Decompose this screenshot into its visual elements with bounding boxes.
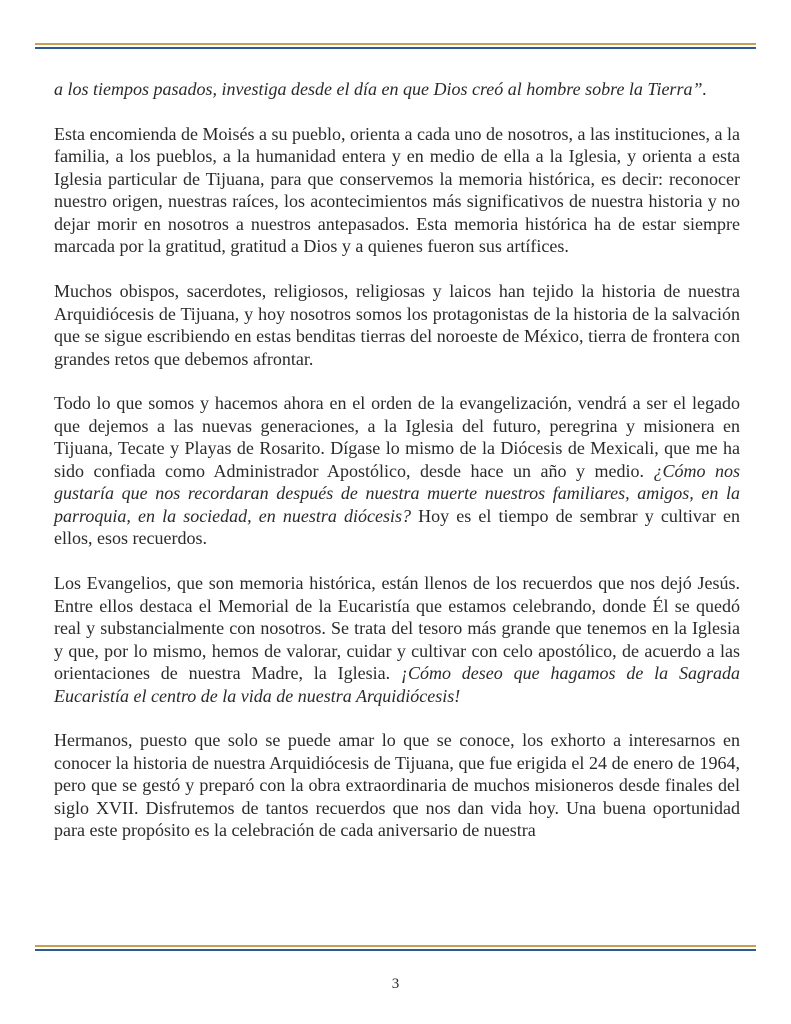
body-paragraph	[54, 729, 740, 842]
text-run: Esta encomienda de Moisés a su pueblo, orienta a cada uno de nosotros, a las instituciones, a la familia, a los pueblos, a la humanidad entera y en medio de ella a la Iglesia, y orienta a esta Iglesia particular de Tijuana, para que conservemos la memoria histórica, es decir: reconocer nuestro origen, nuestras raíces, los acontecimientos más significativos de nuestra historia y no dejar morir en nosotros a nuestros antepasados. Esta memoria histórica ha de estar siempre marcada por la gratitud, gratitud a Dios y a quienes fueron sus artífices.	[54, 123, 740, 257]
bottom-decorative-rule	[35, 945, 756, 951]
text-run: Muchos obispos, sacerdotes, religiosos, religiosas y laicos han tejido la historia de nuestra Arquidiócesis de Tijuana, y hoy nosotros somos los protagonistas de la historia de la salvación que se sigue escribiendo en estas benditas tierras del noroeste de México, tierra de frontera con grandes retos que debemos afrontar.	[54, 281, 740, 369]
text-run: Todo lo que somos y hacemos ahora en el orden de la evangelización, vendrá a ser el legado que dejemos a las nuevas generaciones, a la Iglesia del futuro, peregrina y misionera en Tijuana, Tecate y Playas de Rosarito. Dígase lo mismo de la Diócesis de Mexicali, que me ha sido confiada como Administrador Apostólico, desde hace un año y medio.	[54, 393, 740, 481]
rule-line-gold	[35, 43, 756, 45]
body-paragraph	[54, 392, 740, 550]
top-decorative-rule	[35, 43, 756, 49]
rule-line-blue	[35, 47, 756, 49]
page-number: 3	[391, 976, 400, 992]
italic-text-run: a los tiempos pasados, investiga desde el día en que Dios creó al hombre sobre la Tierra”.	[54, 79, 707, 99]
italic-text-run: ¡Cómo deseo que hagamos de la Sagrada Eucaristía el centro de la vida de nuestra Arquidiócesis!	[54, 663, 741, 706]
body-paragraph	[54, 280, 740, 370]
body-paragraph	[54, 123, 740, 258]
text-run: Hoy es el tiempo de sembrar y cultivar en ellos, esos recuerdos.	[54, 505, 740, 549]
rule-line-gold	[35, 945, 756, 947]
text-run: Los Evangelios, que son memoria histórica, están llenos de los recuerdos que nos dejó Jesús. Entre ellos destaca el Memorial de la Eucaristía que estamos celebrando, donde Él se quedó real y substancialmente con nosotros. Se trata del tesoro más grande que tenemos en la Iglesia y que, por lo mismo, hemos de valorar, cuidar y cultivar con celo apostólico, de acuerdo a las orientaciones de nuestra Madre, la Iglesia.	[54, 573, 740, 684]
text-run: Hermanos, puesto que solo se puede amar lo que se conoce, los exhorto a interesarnos en conocer la historia de nuestra Arquidiócesis de Tijuana, que fue erigida el 24 de enero de 1964, pero que se gestó y preparó con la obra extraordinaria de muchos misioneros desde finales del siglo XVII. Disfrutemos de tantos recuerdos que nos dan vida hoy. Una buena oportunidad para este propósito es la celebración de cada aniversario de nuestra	[54, 730, 740, 841]
body-paragraph	[54, 78, 740, 101]
rule-line-blue	[35, 949, 756, 951]
italic-text-run: ¿Cómo nos gustaría que nos recordaran después de nuestra muerte nuestros familiares, amigos, en la parroquia, en la sociedad, en nuestra diócesis?	[54, 460, 741, 526]
body-paragraph	[54, 572, 740, 707]
page-body	[54, 78, 740, 842]
